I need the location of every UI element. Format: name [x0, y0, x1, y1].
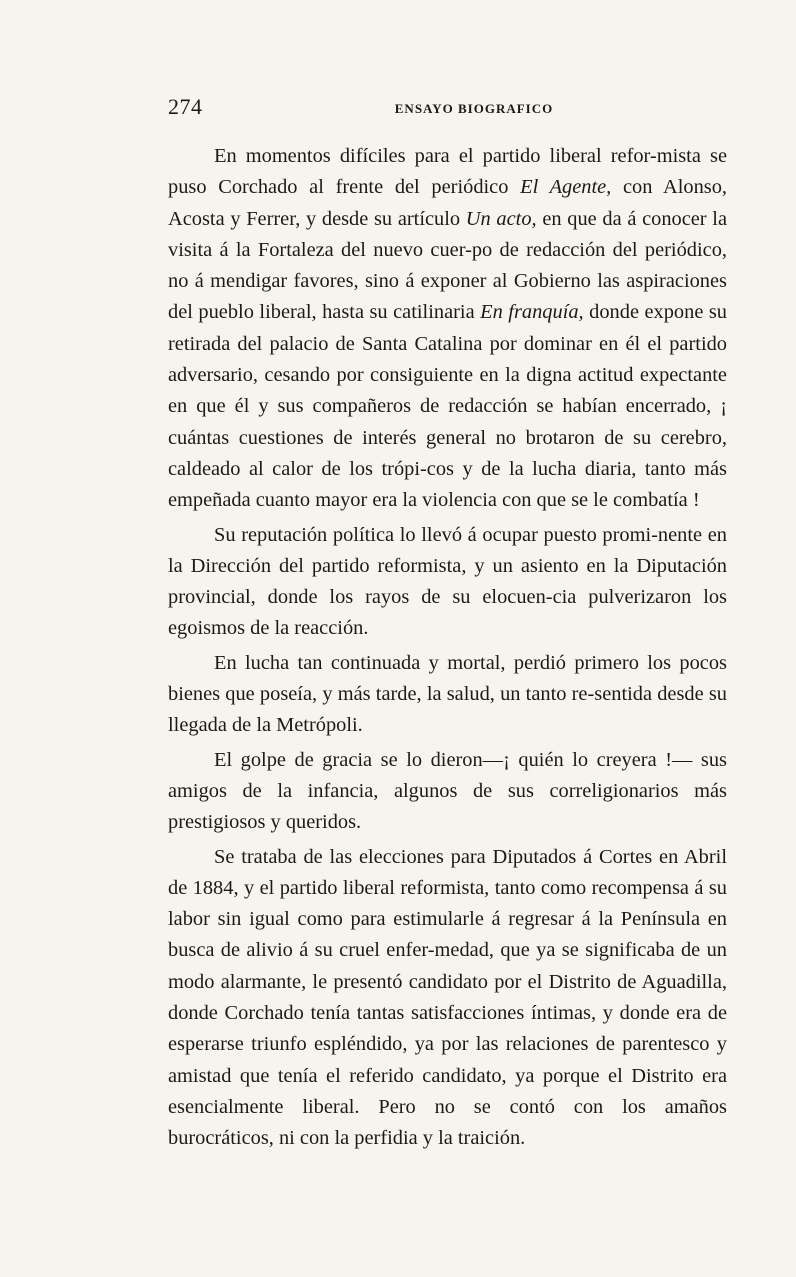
- text-segment: Su reputación política lo llevó á ocupar puesto promi-nente en la Dirección del partido reformista, y un asiento en la Diputación provincial, donde los rayos de su elocuen-cia pulverizaron los egoismos de la reacción.: [168, 523, 727, 640]
- text-segment: Se trataba de las elecciones para Diputados á Cortes en Abril de 1884, y el partido liberal reformista, tanto como recompensa á su labor sin igual como para estimularle á regresar á la Península en busca de alivio á su cruel enfer-medad, que ya se significaba de un modo alarmante, le presentó candidato por el Distrito de Aguadilla, donde Corchado tenía tantas satisfacciones íntimas, y donde era de esperarse triunfo espléndido, ya por las relaciones de parentesco y amistad que tenía el referido candidato, ya porque el Distrito era esencialmente liberal. Pero no se contó con los amaños burocráticos, ni con la perfidia y la traición.: [168, 845, 727, 1150]
- paragraph-2: [168, 520, 727, 645]
- page-number: 274: [168, 94, 203, 119]
- text-segment: en que da á conocer la visita á la Fortaleza del nuevo cuer-po de redacción del periódico, no á mendigar favores, sino á exponer al Gobierno las aspiraciones del pueblo liberal, hasta su catilinaria: [168, 207, 728, 324]
- page-header: [168, 92, 728, 128]
- text-segment: En lucha tan continuada y mortal, perdió primero los pocos bienes que poseía, y más tarde, la salud, un tanto re-sentida desde su llegada de la Metrópoli.: [168, 651, 727, 737]
- text-segment: En momentos difíciles para el partido liberal refor-mista se puso Corchado al frente del periódico: [168, 145, 727, 199]
- text-segment: El golpe de gracia se lo dieron—¡ quién lo creyera !— sus amigos de la infancia, algunos de sus correligionarios más prestigiosos y queridos.: [168, 748, 727, 834]
- paragraph-5: [168, 842, 727, 1155]
- paragraph-4: [168, 745, 727, 839]
- article-title: En franquía,: [480, 301, 584, 324]
- article-title: Un acto,: [465, 207, 537, 230]
- text-segment: donde expone su retirada del palacio de Santa Catalina por dominar en él el partido adversario, cesando por consiguiente en la digna actitud expectante en que él y sus compañeros de redacción se habían encerrado, ¡ cuántas cuestiones de interés general no brotaron de su cerebro, caldeado al calor de los trópi-cos y de la lucha diaria, tanto más empeñada cuanto mayor era la violencia con que se le combatía !: [168, 301, 728, 512]
- paragraph-3: [168, 648, 727, 742]
- text-segment: con Alonso, Acosta y Ferrer, y desde su artículo: [168, 176, 727, 230]
- body-text: [168, 141, 727, 1155]
- paragraph-1: [168, 141, 727, 517]
- periodical-title: El Agente,: [520, 176, 612, 199]
- running-head: ENSAYO BIOGRAFICO: [394, 101, 554, 116]
